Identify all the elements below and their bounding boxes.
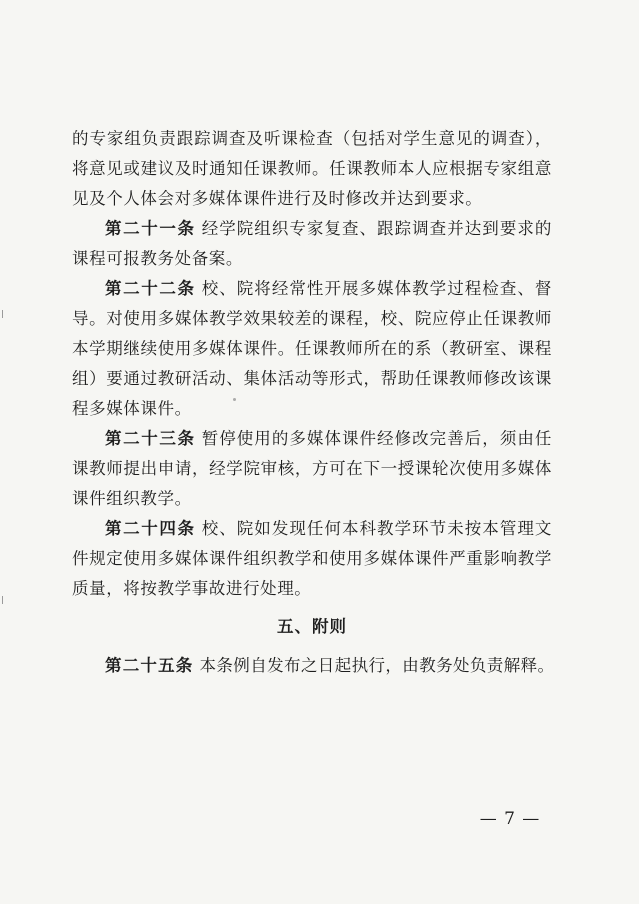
article-25-text: 本条例自发布之日起执行，由教务处负责解释。 <box>199 656 555 675</box>
article-24-text: 校、院如发现任何本科教学环节未按本管理文件规定使用多媒体课件组织教学和使用多媒体课件严重影响教学质量，将按教学事故进行处理。 <box>72 519 552 598</box>
article-24 <box>72 514 552 604</box>
article-21 <box>72 214 552 274</box>
continuation-paragraph: 的专家组负责跟踪调查及听课检查（包括对学生意见的调查），将意见或建议及时通知任课教师。任课教师本人应根据专家组意见及个人体会对多媒体课件进行及时修改并达到要求。 <box>72 129 552 208</box>
article-22 <box>72 274 552 424</box>
article-23-text: 暂停使用的多媒体课件经修改完善后，须由任课教师提出申请，经学院审核，方可在下一授课轮次使用多媒体课件组织教学。 <box>72 429 552 508</box>
margin-tick <box>2 596 3 604</box>
article-24-label: 第二十四条 <box>105 519 196 538</box>
article-23 <box>72 424 552 514</box>
scan-speck <box>233 398 236 401</box>
article-22-text: 校、院将经常性开展多媒体教学过程检查、督导。对使用多媒体教学效果较差的课程，校、院应停止任课教师本学期继续使用多媒体课件。任课教师所在的系（教研室、课程组）要通过教研活动、集体活动等形式，帮助任课教师修改该课程多媒体课件。 <box>72 279 552 418</box>
section-heading: 五、附则 <box>277 617 347 636</box>
article-21-label: 第二十一条 <box>105 219 196 238</box>
article-22-label: 第二十二条 <box>105 279 196 298</box>
article-25 <box>72 651 572 681</box>
article-21-text: 经学院组织专家复查、跟踪调查并达到要求的课程可报教务处备案。 <box>72 219 552 268</box>
page-number: — 7 — <box>479 809 541 829</box>
margin-tick <box>2 310 3 318</box>
article-23-label: 第二十三条 <box>105 429 196 448</box>
article-25-label: 第二十五条 <box>105 656 194 675</box>
body-text <box>72 124 552 604</box>
